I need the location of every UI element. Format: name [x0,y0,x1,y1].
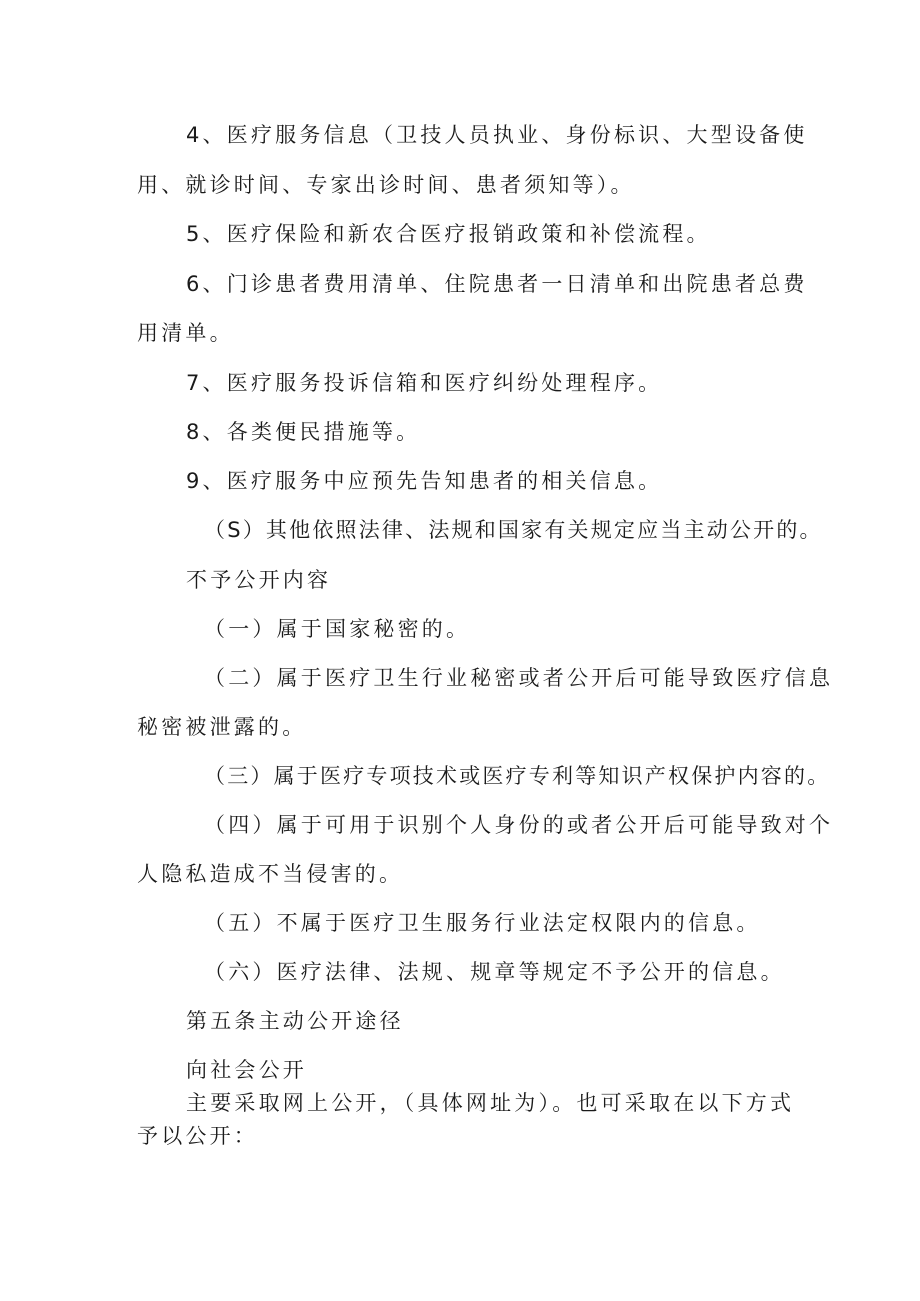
paragraph-item-2-line-2: 秘密被泄露的。 [137,715,307,739]
paragraph-item-5: 5、医疗保险和新农合医疗报销政策和补偿流程。 [186,222,711,246]
paragraph-item-8: 8、各类便民措施等。 [186,420,421,444]
paragraph-online-line-1: 主要采取网上公开，（具体网址为）。也可采取在以下方式 [186,1091,795,1115]
paragraph-item-4b-line-1: （四）属于可用于识别个人身份的或者公开后可能导致对个 [204,813,834,837]
section-heading-not-disclosed: 不予公开内容 [186,568,332,592]
paragraph-online-line-2: 予以公开： [137,1124,258,1148]
subheading-public: 向社会公开 [186,1058,307,1082]
paragraph-item-4-line-2: 用、就诊时间、专家出诊时间、患者须知等）。 [137,173,635,197]
paragraph-item-6-line-2: 用清单。 [137,321,234,345]
paragraph-item-4b-line-2: 人隐私造成不当侵害的。 [137,862,404,886]
article-heading-5: 第五条主动公开途径 [186,1009,404,1033]
paragraph-item-1: （一）属于国家秘密的。 [204,617,471,641]
paragraph-item-2-line-1: （二）属于医疗卫生行业秘密或者公开后可能导致医疗信息 [204,666,834,690]
paragraph-item-4-line-1: 4、医疗服务信息（卫技人员执业、身份标识、大型设备使 [186,123,808,147]
paragraph-item-6-line-1: 6、门诊患者费用清单、住院患者一日清单和出院患者总费 [186,272,808,296]
paragraph-item-6b: （六）医疗法律、法规、规章等规定不予公开的信息。 [204,960,785,984]
paragraph-item-3: （三）属于医疗专项技术或医疗专利等知识产权保护内容的。 [204,764,831,788]
paragraph-item-5b: （五）不属于医疗卫生服务行业法定权限内的信息。 [204,911,761,935]
paragraph-item-s: （S）其他依照法律、法规和国家有关规定应当主动公开的。 [204,518,823,542]
paragraph-item-7: 7、医疗服务投诉信箱和医疗纠纷处理程序。 [186,371,663,395]
paragraph-item-9: 9、医疗服务中应预先告知患者的相关信息。 [186,469,663,493]
